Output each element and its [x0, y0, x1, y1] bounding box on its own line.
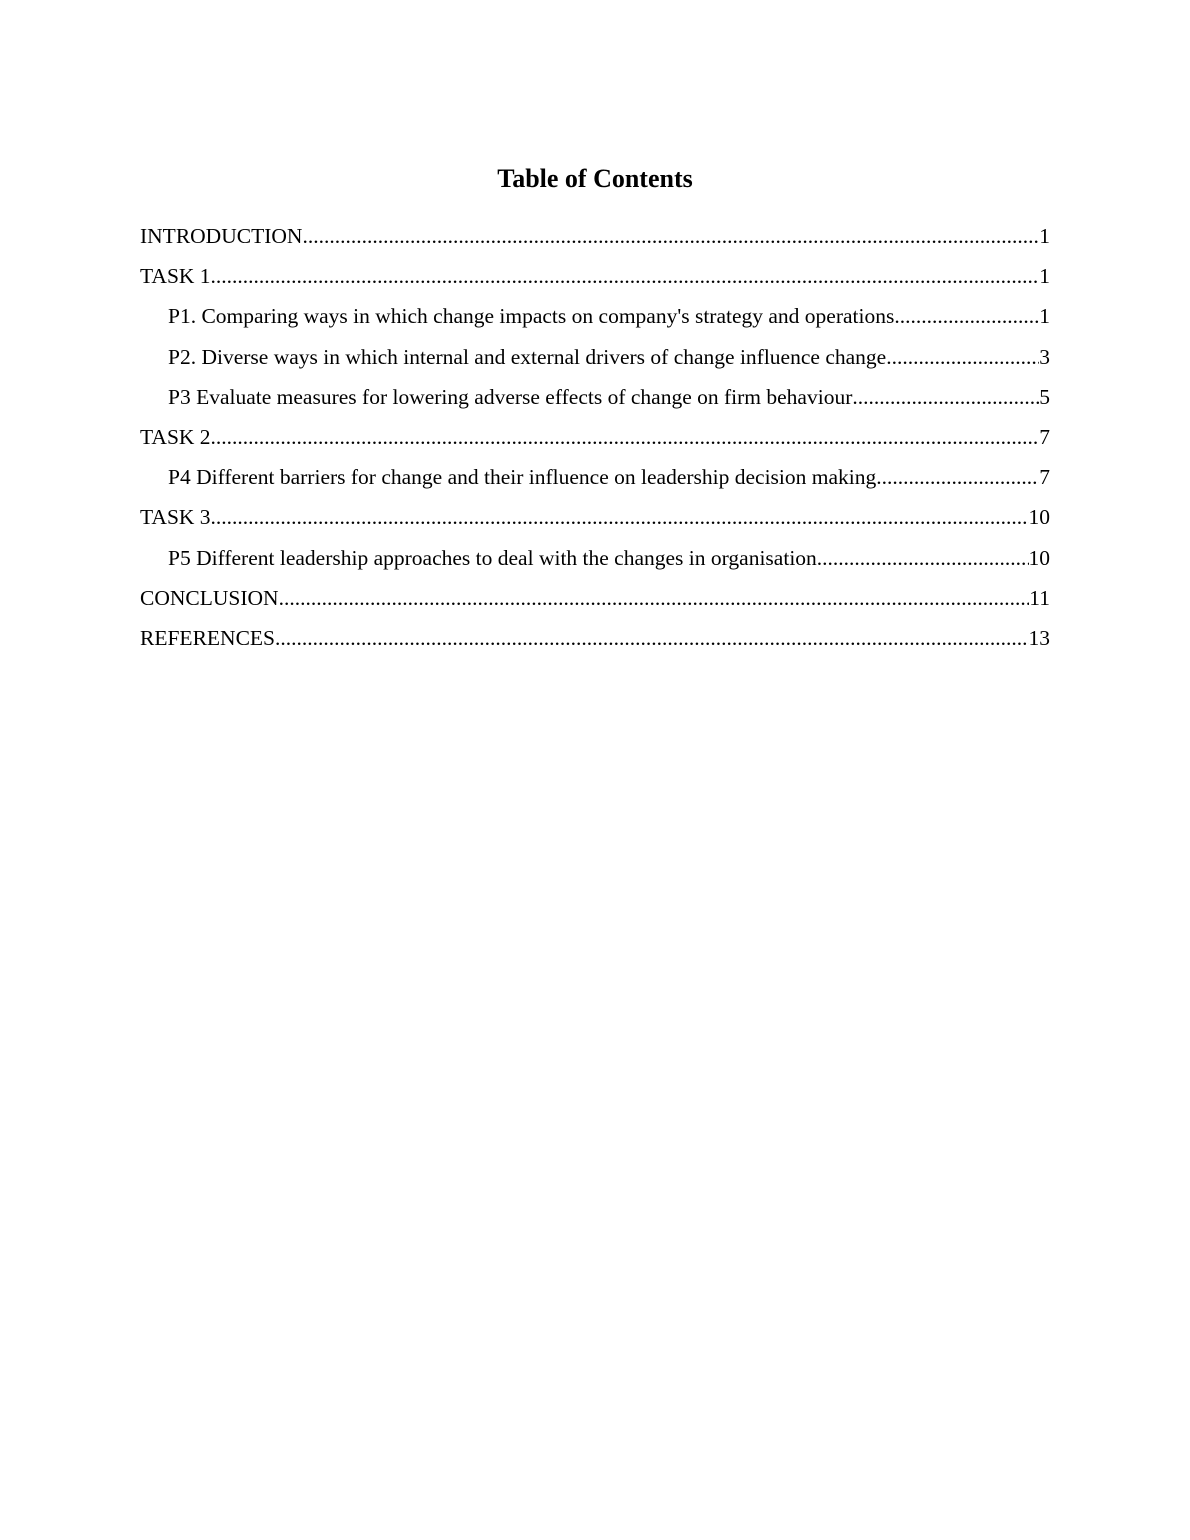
toc-dot-leader: [852, 381, 1039, 413]
toc-entry-conclusion[interactable]: [140, 582, 1050, 622]
toc-entry-task-1[interactable]: [140, 260, 1050, 300]
toc-page-number: 10: [1028, 505, 1050, 530]
toc-page-number: 7: [1039, 424, 1050, 449]
toc-dot-leader: [279, 582, 1030, 614]
toc-dot-leader: [886, 341, 1039, 373]
toc-dot-leader: [894, 300, 1039, 332]
toc-dot-leader: [211, 501, 1029, 533]
toc-entry-task-3[interactable]: [140, 501, 1050, 541]
toc-page-number: 1: [1039, 224, 1050, 248]
toc-entry-references[interactable]: [140, 622, 1050, 662]
toc-dot-leader: [876, 461, 1039, 493]
toc-entry-label: INTRODUCTION: [140, 224, 303, 248]
toc-entry-label: P3 Evaluate measures for lowering adverse effects of change on firm behaviour: [168, 384, 853, 409]
toc-entry-label: CONCLUSION: [140, 585, 279, 610]
toc-entry-introduction[interactable]: [140, 220, 1050, 260]
toc-page-number: 3: [1039, 344, 1050, 369]
toc-page-number: 1: [1039, 304, 1050, 329]
toc-page-number: 13: [1028, 625, 1050, 650]
toc-entry-label: REFERENCES: [140, 625, 275, 650]
toc-page-number: 10: [1028, 545, 1050, 570]
toc-page-number: 7: [1039, 465, 1050, 490]
toc-entry-label: P1. Comparing ways in which change impacts on company's strategy and operations: [168, 304, 895, 329]
toc-entry-label: P2. Diverse ways in which internal and external drivers of change influence change: [168, 344, 887, 369]
toc-dot-leader: [275, 622, 1029, 654]
toc-list: [140, 220, 1050, 662]
toc-dot-leader: [211, 260, 1040, 292]
toc-dot-leader: [211, 421, 1040, 453]
toc-page-number: 11: [1029, 585, 1050, 610]
toc-entry-task-2[interactable]: [140, 421, 1050, 461]
toc-entry-label: TASK 1: [140, 264, 211, 289]
toc-entry-p4[interactable]: [140, 461, 1050, 501]
toc-dot-leader: [302, 220, 1039, 252]
toc-entry-p3[interactable]: [140, 381, 1050, 421]
toc-page-number: 5: [1039, 384, 1050, 409]
toc-entry-label: TASK 3: [140, 505, 211, 530]
toc-dot-leader: [817, 542, 1029, 574]
toc-title: Table of Contents: [497, 164, 693, 193]
toc-entry-label: P4 Different barriers for change and their influence on leadership decision making: [168, 465, 877, 490]
toc-entry-label: P5 Different leadership approaches to deal with the changes in organisation: [168, 545, 817, 570]
toc-entry-label: TASK 2: [140, 424, 211, 449]
toc-entry-p1[interactable]: [140, 300, 1050, 340]
toc-entry-p5[interactable]: [140, 542, 1050, 582]
toc-page-number: 1: [1039, 264, 1050, 289]
toc-entry-p2[interactable]: [140, 341, 1050, 381]
